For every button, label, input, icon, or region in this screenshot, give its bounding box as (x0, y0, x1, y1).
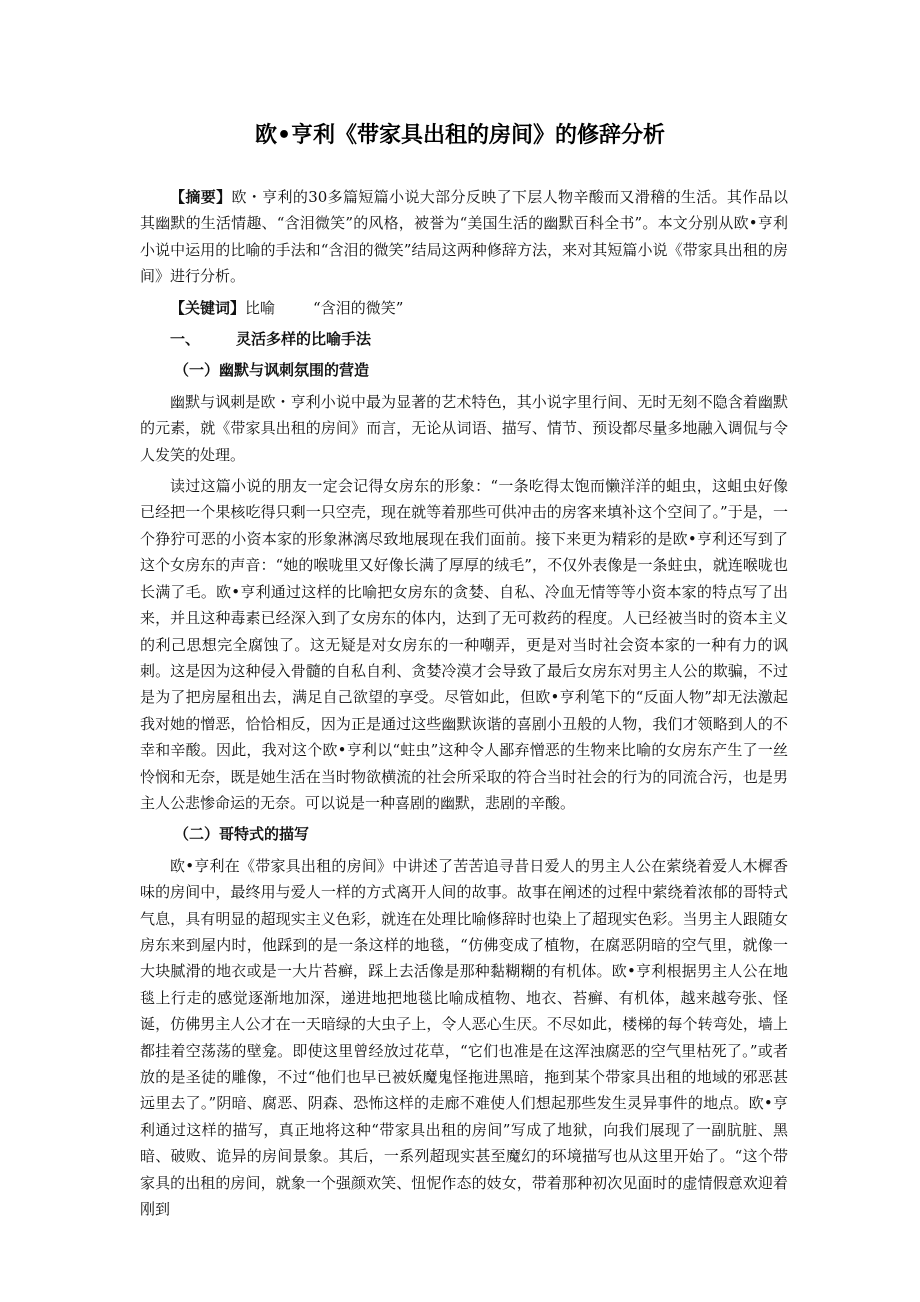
section-title: 灵活多样的比喻手法 (236, 330, 372, 349)
document-body (140, 184, 788, 1227)
keywords-paragraph (140, 295, 788, 321)
keyword-item: 比喻 (245, 298, 276, 317)
body-paragraph: 读过这篇小说的朋友一定会记得女房东的形象：“一条吃得太饱而懒洋洋的蛆虫，这蛆虫好像已经把一个果核吃得只剩一只空壳，现在就等着那些可供冲击的房客来填补这个空间了。”于是，一个狰狞可恶的小资本家的形象淋漓尽致地展现在我们面前。接下来更为精彩的是欧•亨利还写到了这个女房东的声音：“她的喉咙里又好像长满了厚厚的绒毛”，不仅外表像是一条蛀虫，就连喉咙也长满了毛。欧•亨利通过这样的比喻把女房东的贪婪、自私、冷血无情等等小资本家的特点写了出来，并且这种毒素已经深入到了女房东的体内，达到了无可救药的程度。人已经被当时的资本主义的利己思想完全腐蚀了。这无疑是对女房东的一种嘲弄，更是对当时社会资本家的一种有力的讽刺。这是因为这种侵入骨髓的自私自利、贪婪冷漠才会导致了最后女房东对男主人公的欺骗，不过是为了把房屋租出去，满足自己欲望的享受。尽管如此，但欧•亨利笔下的“反面人物”却无法激起我对她的憎恶，恰恰相反，因为正是通过这些幽默诙谐的喜剧小丑般的人物，我们才领略到人的不幸和辛酸。因此，我对这个欧•亨利以“蛀虫”这种令人鄙弃憎恶的生物来比喻的女房东产生了一丝怜悯和无奈，既是她生活在当时物欲横流的社会所采取的符合当时社会的行为的同流合污，也是男主人公悲惨命运的无奈。可以说是一种喜剧的幽默，悲剧的辛酸。 (140, 477, 788, 812)
subsection-heading: （一）幽默与讽刺氛围的营造 (174, 361, 370, 380)
section-heading (140, 326, 788, 352)
subsection-heading: （二）哥特式的描写 (174, 825, 310, 844)
abstract-label: 【摘要】 (170, 188, 232, 206)
document-title: 欧•亨利《带家具出租的房间》的修辞分析 (254, 123, 666, 148)
abstract-paragraph (140, 184, 788, 290)
abstract-text: 欧・亨利的30多篇短篇小说大部分反映了下层人物辛酸而又滑稽的生活。其作品以其幽默的生活情趣、“含泪微笑”的风格，被誉为“美国生活的幽默百科全书”。本文分别从欧•亨利小说中运用的比喻的手法和“含泪的微笑”结局这两种修辞方法，来对其短篇小说《带家具出租的房间》进行分析。 (140, 188, 788, 286)
keywords-label: 【关键词】 (170, 298, 246, 317)
body-paragraph: 欧•亨利在《带家具出租的房间》中讲述了苦苦追寻昔日爱人的男主人公在萦绕着爱人木樨香味的房间中，最终用与爱人一样的方式离开人间的故事。故事在阐述的过程中萦绕着浓郁的哥特式气息，具有明显的超现实主义色彩，就连在处理比喻修辞时也染上了超现实色彩。当男主人跟随女房东来到屋内时，他踩到的是一条这样的地毯，“仿佛变成了植物，在腐恶阴暗的空气里，就像一大块腻滑的地衣或是一大片苔癣，踩上去活像是那种黏糊糊的有机体。欧•亨利根据男主人公在地毯上行走的感觉逐渐地加深，递进地把地毯比喻成植物、地衣、苔癣、有机体，越来越夸张、怪诞，仿佛男主人公才在一天暗绿的大虫子上，令人恶心生厌。不尽如此，楼梯的每个转弯处，墙上都挂着空荡荡的壁龛。即使这里曾经放过花草，“它们也准是在这浑浊腐恶的空气里枯死了。”或者放的是圣徒的雕像，不过“他们也早已被妖魔鬼怪拖进黑暗，拖到某个带家具出租的地域的邪恶甚远里去了。”阴暗、腐恶、阴森、恐怖这样的走廊不难使人们想起那些发生灵异事件的地点。欧•亨利通过这样的描写，真正地将这种“带家具出租的房间”写成了地狱，向我们展现了一副肮脏、黑暗、破败、诡异的房间景象。其后，一系列超现实甚至魔幻的环境描写也从这里开始了。“这个带家具的出租的房间，就象一个强颜欢笑、忸怩作态的妓女，带着那种初次见面时的虚情假意欢迎着刚到 (140, 856, 788, 1219)
keyword-item: “含泪的微笑” (313, 298, 404, 317)
body-paragraph: 幽默与讽刺是欧・亨利小说中最为显著的艺术特色，其小说字里行间、无时无刻不隐含着幽默的元素，就《带家具出租的房间》而言，无论从词语、描写、情节、预设都尽量多地融入调侃与令人发笑的处理。 (140, 392, 788, 464)
section-number: 一、 (170, 330, 201, 349)
